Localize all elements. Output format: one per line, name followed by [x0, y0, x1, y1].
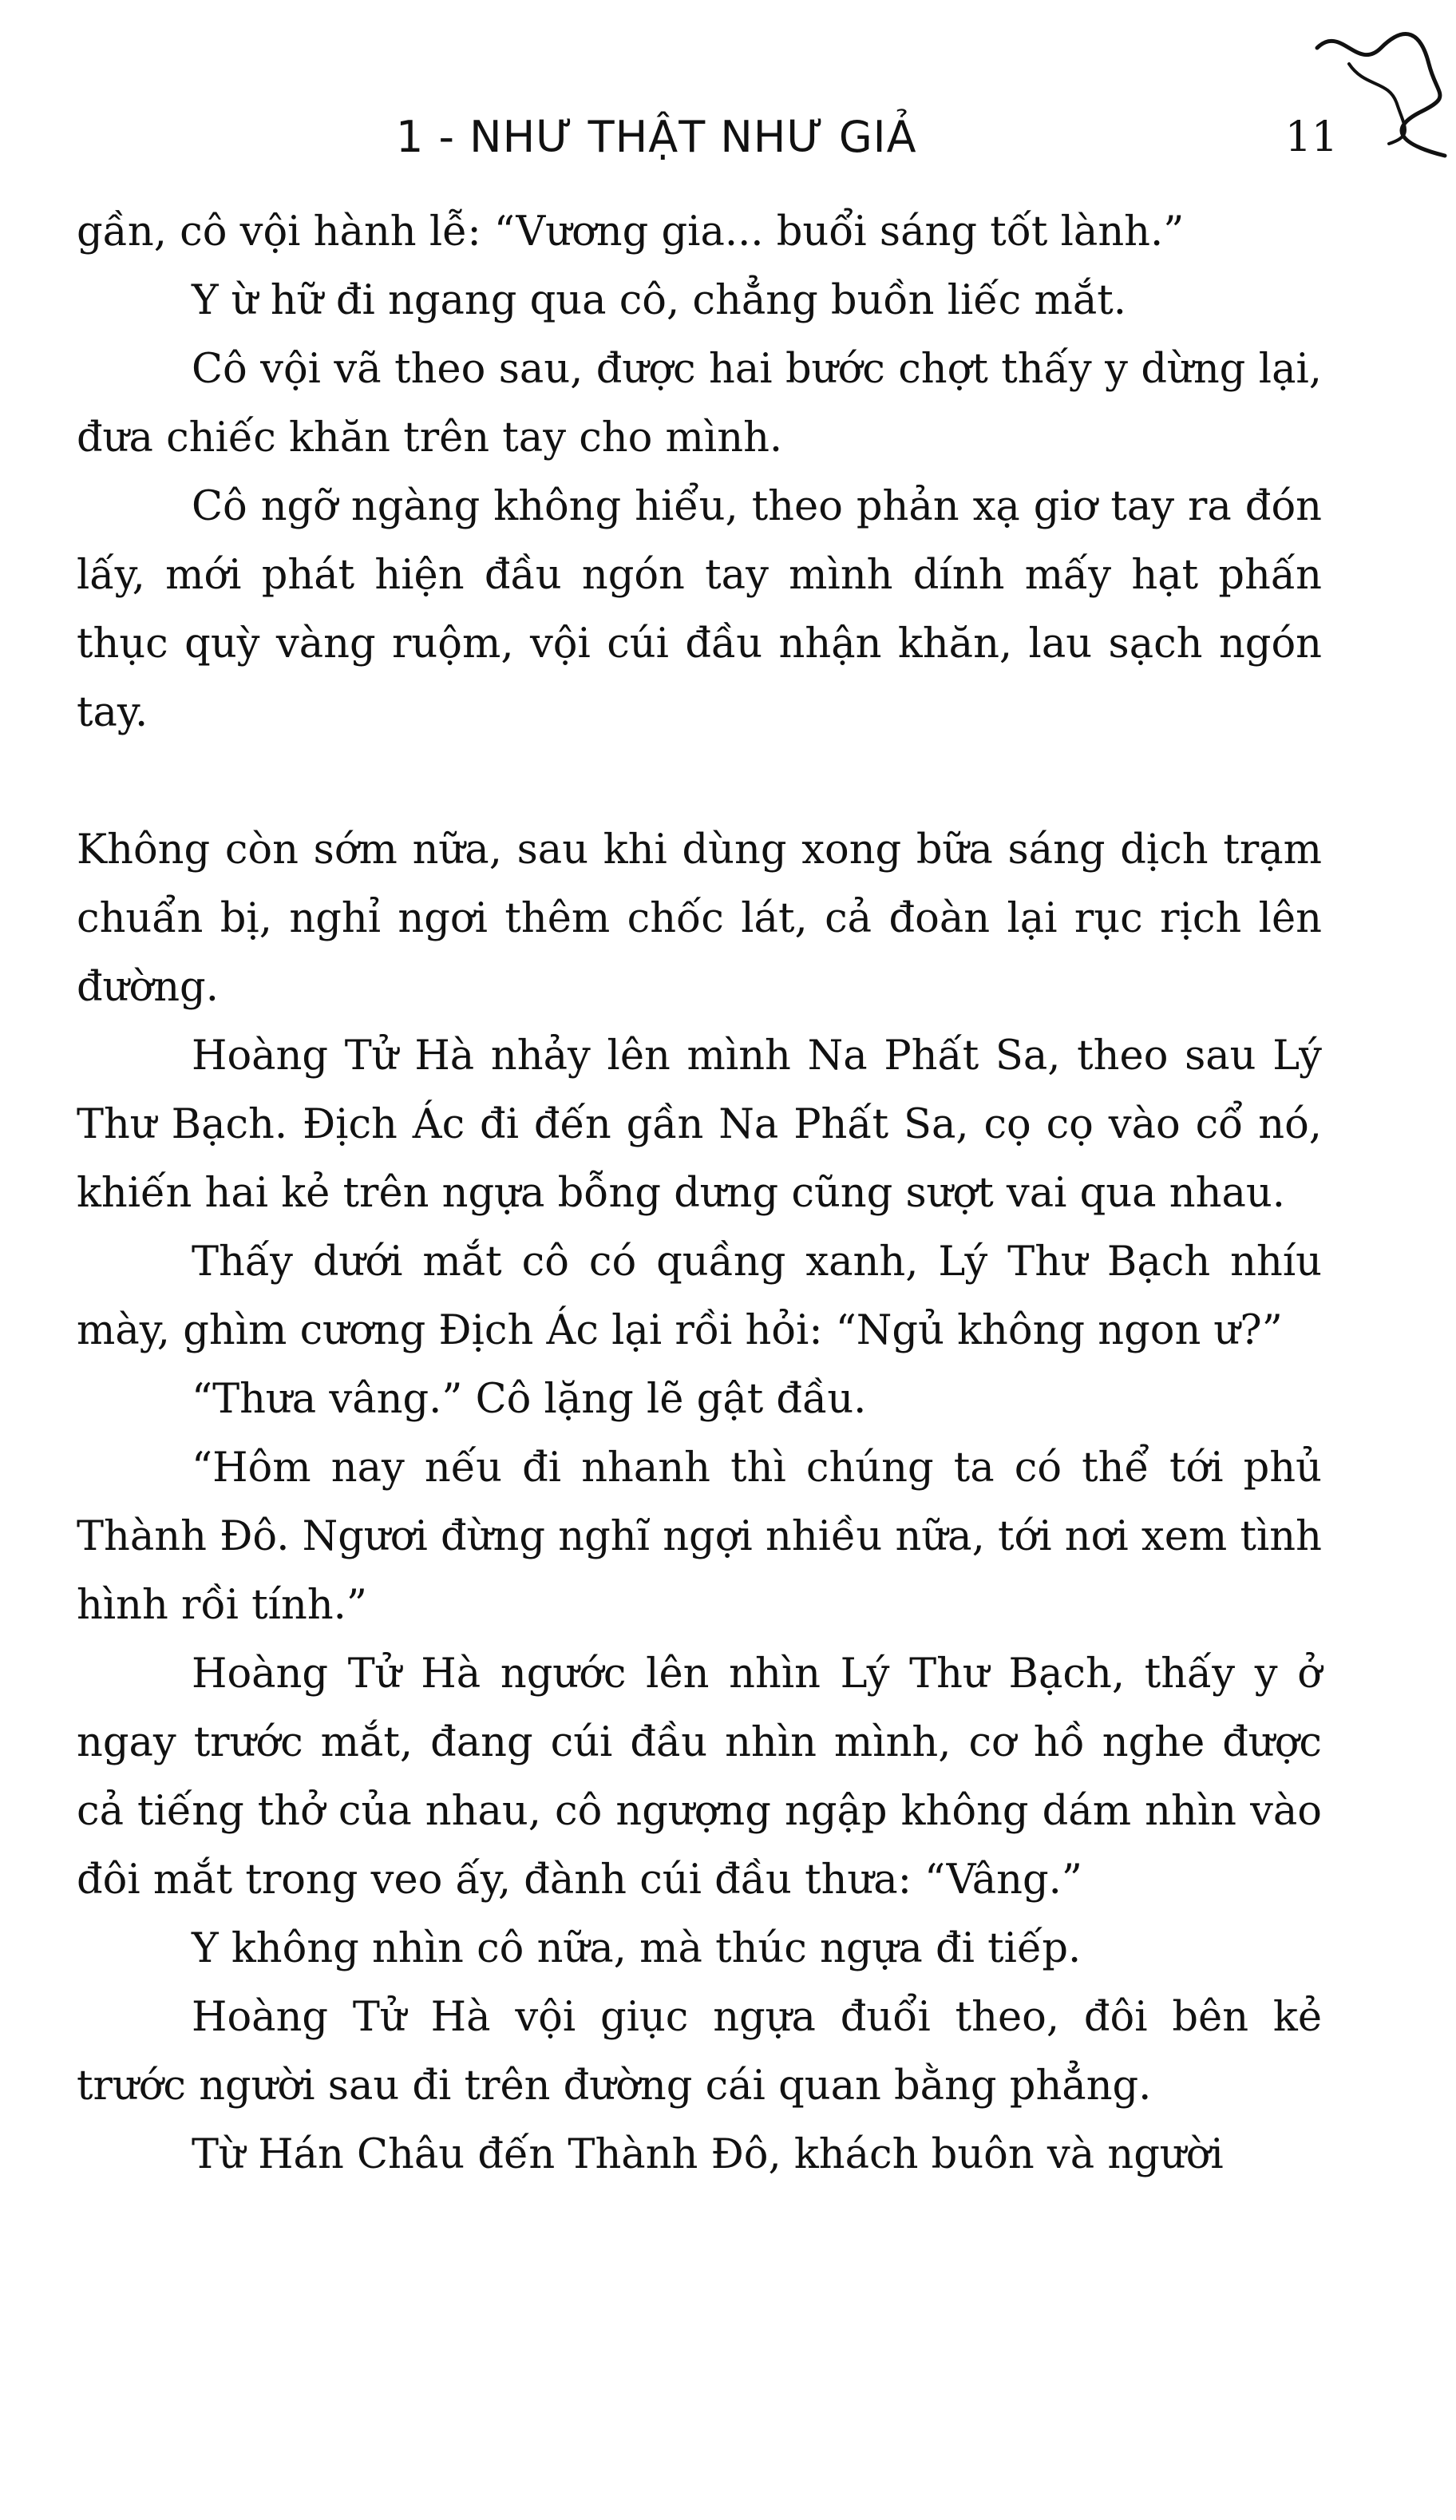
paragraph: Y không nhìn cô nữa, mà thúc ngựa đi tiếp. [192, 1925, 1082, 1972]
paragraph: Y ừ hữ đi ngang qua cô, chẳng buồn liếc mắt. [192, 277, 1126, 324]
paragraph: Từ Hán Châu đến Thành Đô, khách buôn và người [192, 2131, 1224, 2178]
paragraph: Cô ngỡ ngàng không hiểu, theo phản xạ giơ tay ra đón lấy, mới phát hiện đầu ngón tay mình dính mấy hạt phấn thục quỳ vàng ruộm, vội cúi đầu nhận khăn, lau sạch ngón tay. [77, 483, 1322, 736]
body-text [77, 198, 1322, 2189]
paragraph: gần, cô vội hành lễ: “Vương gia... buổi sáng tốt lành.” [77, 208, 1185, 256]
paragraph: Cô vội vã theo sau, được hai bước chợt thấy y dừng lại, đưa chiếc khăn trên tay cho mình. [77, 346, 1322, 462]
paragraph: Thấy dưới mắt cô có quầng xanh, Lý Thư Bạch nhíu mày, ghìm cương Địch Ác lại rồi hỏi: “Ngủ không ngon ư?” [77, 1238, 1322, 1354]
paragraph: Hoàng Tử Hà ngước lên nhìn Lý Thư Bạch, thấy y ở ngay trước mắt, đang cúi đầu nhìn mình, cơ hồ nghe được cả tiếng thở của nhau, cô ngượng ngập không dám nhìn vào đôi mắt trong veo ấy, đành cúi đầu thưa: “Vâng.” [77, 1650, 1322, 1904]
paragraph: “Hôm nay nếu đi nhanh thì chúng ta có thể tới phủ Thành Đô. Ngươi đừng nghĩ ngợi nhiều nữa, tới nơi xem tình hình rồi tính.” [77, 1444, 1322, 1629]
paragraph: Hoàng Tử Hà nhảy lên mình Na Phất Sa, theo sau Lý Thư Bạch. Địch Ác đi đến gần Na Phất Sa, cọ cọ vào cổ nó, khiến hai kẻ trên ngựa bỗng dưng cũng sượt vai qua nhau. [77, 1032, 1322, 1217]
paragraph: Hoàng Tử Hà vội giục ngựa đuổi theo, đôi bên kẻ trước người sau đi trên đường cái quan bằng phẳng. [77, 1994, 1322, 2110]
page-header [77, 105, 1338, 169]
chapter-title: 1 - NHƯ THẬT NHƯ GIẢ [396, 112, 917, 162]
page-number: 11 [1284, 113, 1338, 161]
paragraph: “Thưa vâng.” Cô lặng lẽ gật đầu. [192, 1376, 867, 1423]
paragraph: Không còn sớm nữa, sau khi dùng xong bữa sáng dịch trạm chuẩn bị, nghỉ ngơi thêm chốc lát, cả đoàn lại rục rịch lên đường. [77, 826, 1322, 1011]
